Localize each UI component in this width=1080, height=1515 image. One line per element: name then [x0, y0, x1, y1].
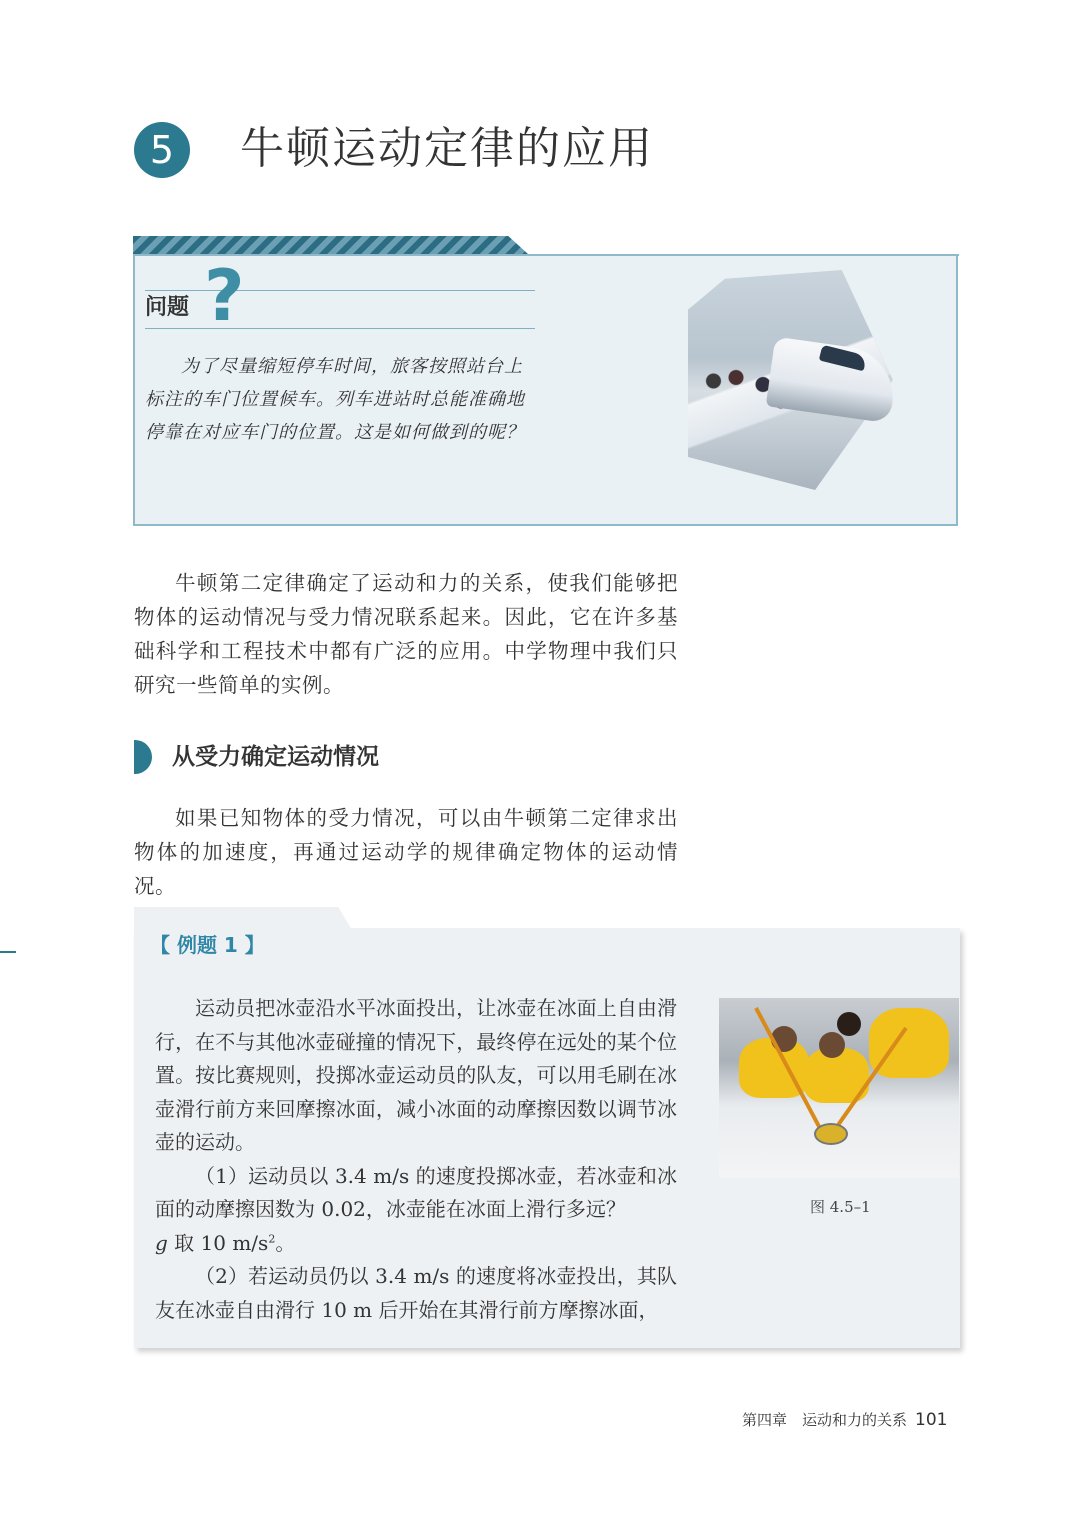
curling-stone — [814, 1123, 848, 1145]
question-label: 问题 — [145, 295, 190, 320]
footer-chapter: 第四章 运动和力的关系 — [742, 1411, 908, 1429]
decorative-zigzag-band — [133, 236, 528, 254]
question-mark-icon: ? — [204, 255, 245, 337]
section-title: 牛顿运动定律的应用 — [240, 123, 654, 174]
example-text — [155, 992, 677, 1327]
athlete-middle-head — [819, 1032, 845, 1058]
gravity-value-text: 取 10 m/s — [167, 1230, 269, 1255]
subsection-paragraph: 如果已知物体的受力情况，可以由牛顿第二定律求出物体的加速度，再通过运动学的规律确定物体的运动情况。 — [134, 806, 678, 898]
margin-tick-mark — [0, 951, 16, 953]
section-number-badge: 5 — [134, 122, 190, 178]
intro-paragraph: 牛顿第二定律确定了运动和力的关系，使我们能够把物体的运动情况与受力情况联系起来。因此，它在许多基础科学和工程技术中都有广泛的应用。中学物理中我们只研究一些简单的实例。 — [134, 571, 678, 697]
athlete-right-jersey — [869, 1008, 949, 1078]
gravity-variable: g — [155, 1230, 168, 1255]
example-label: 【 例题 1 】 — [150, 933, 265, 957]
example-question-1: （1）运动员以 3.4 m/s 的速度投掷冰壶，若冰壶和冰面的动摩擦因数为 0.02，冰壶能在冰面上滑行多远？ — [155, 1163, 677, 1221]
page-footer — [742, 1408, 947, 1432]
athlete-right-head — [837, 1012, 861, 1036]
gravity-unit-exponent: 2 — [268, 1231, 276, 1245]
subsection-marker-icon — [134, 740, 152, 774]
question-box-top-border — [133, 254, 959, 256]
page-number: 101 — [915, 1410, 948, 1430]
example-question-2: （2）若运动员仍以 3.4 m/s 的速度将冰壶投出，其队友在冰壶自由滑行 10 m 后开始在其滑行前方摩擦冰面， — [155, 1264, 677, 1322]
subsection-title: 从受力确定运动情况 — [172, 744, 379, 770]
curling-athletes-photo — [719, 998, 959, 1178]
figure-caption: 图 4.5–1 — [810, 1198, 871, 1216]
example-question-1-gravity — [155, 1227, 677, 1261]
example-paragraph: 运动员把冰壶沿水平冰面投出，让冰壶在冰面上自由滑行，在不与其他冰壶碰撞的情况下，最终停在远处的某个位置。按比赛规则，投掷冰壶运动员的队友，可以用毛刷在冰壶滑行前方来回摩擦冰面，减小冰面的动摩擦因数以调节冰壶的运动。 — [155, 996, 677, 1154]
question-text: 为了尽量缩短停车时间，旅客按照站台上标注的车门位置候车。列车进站时总能准确地停靠在对应车门的位置。这是如何做到的呢？ — [145, 356, 525, 443]
gravity-end-punct: 。 — [275, 1230, 296, 1255]
